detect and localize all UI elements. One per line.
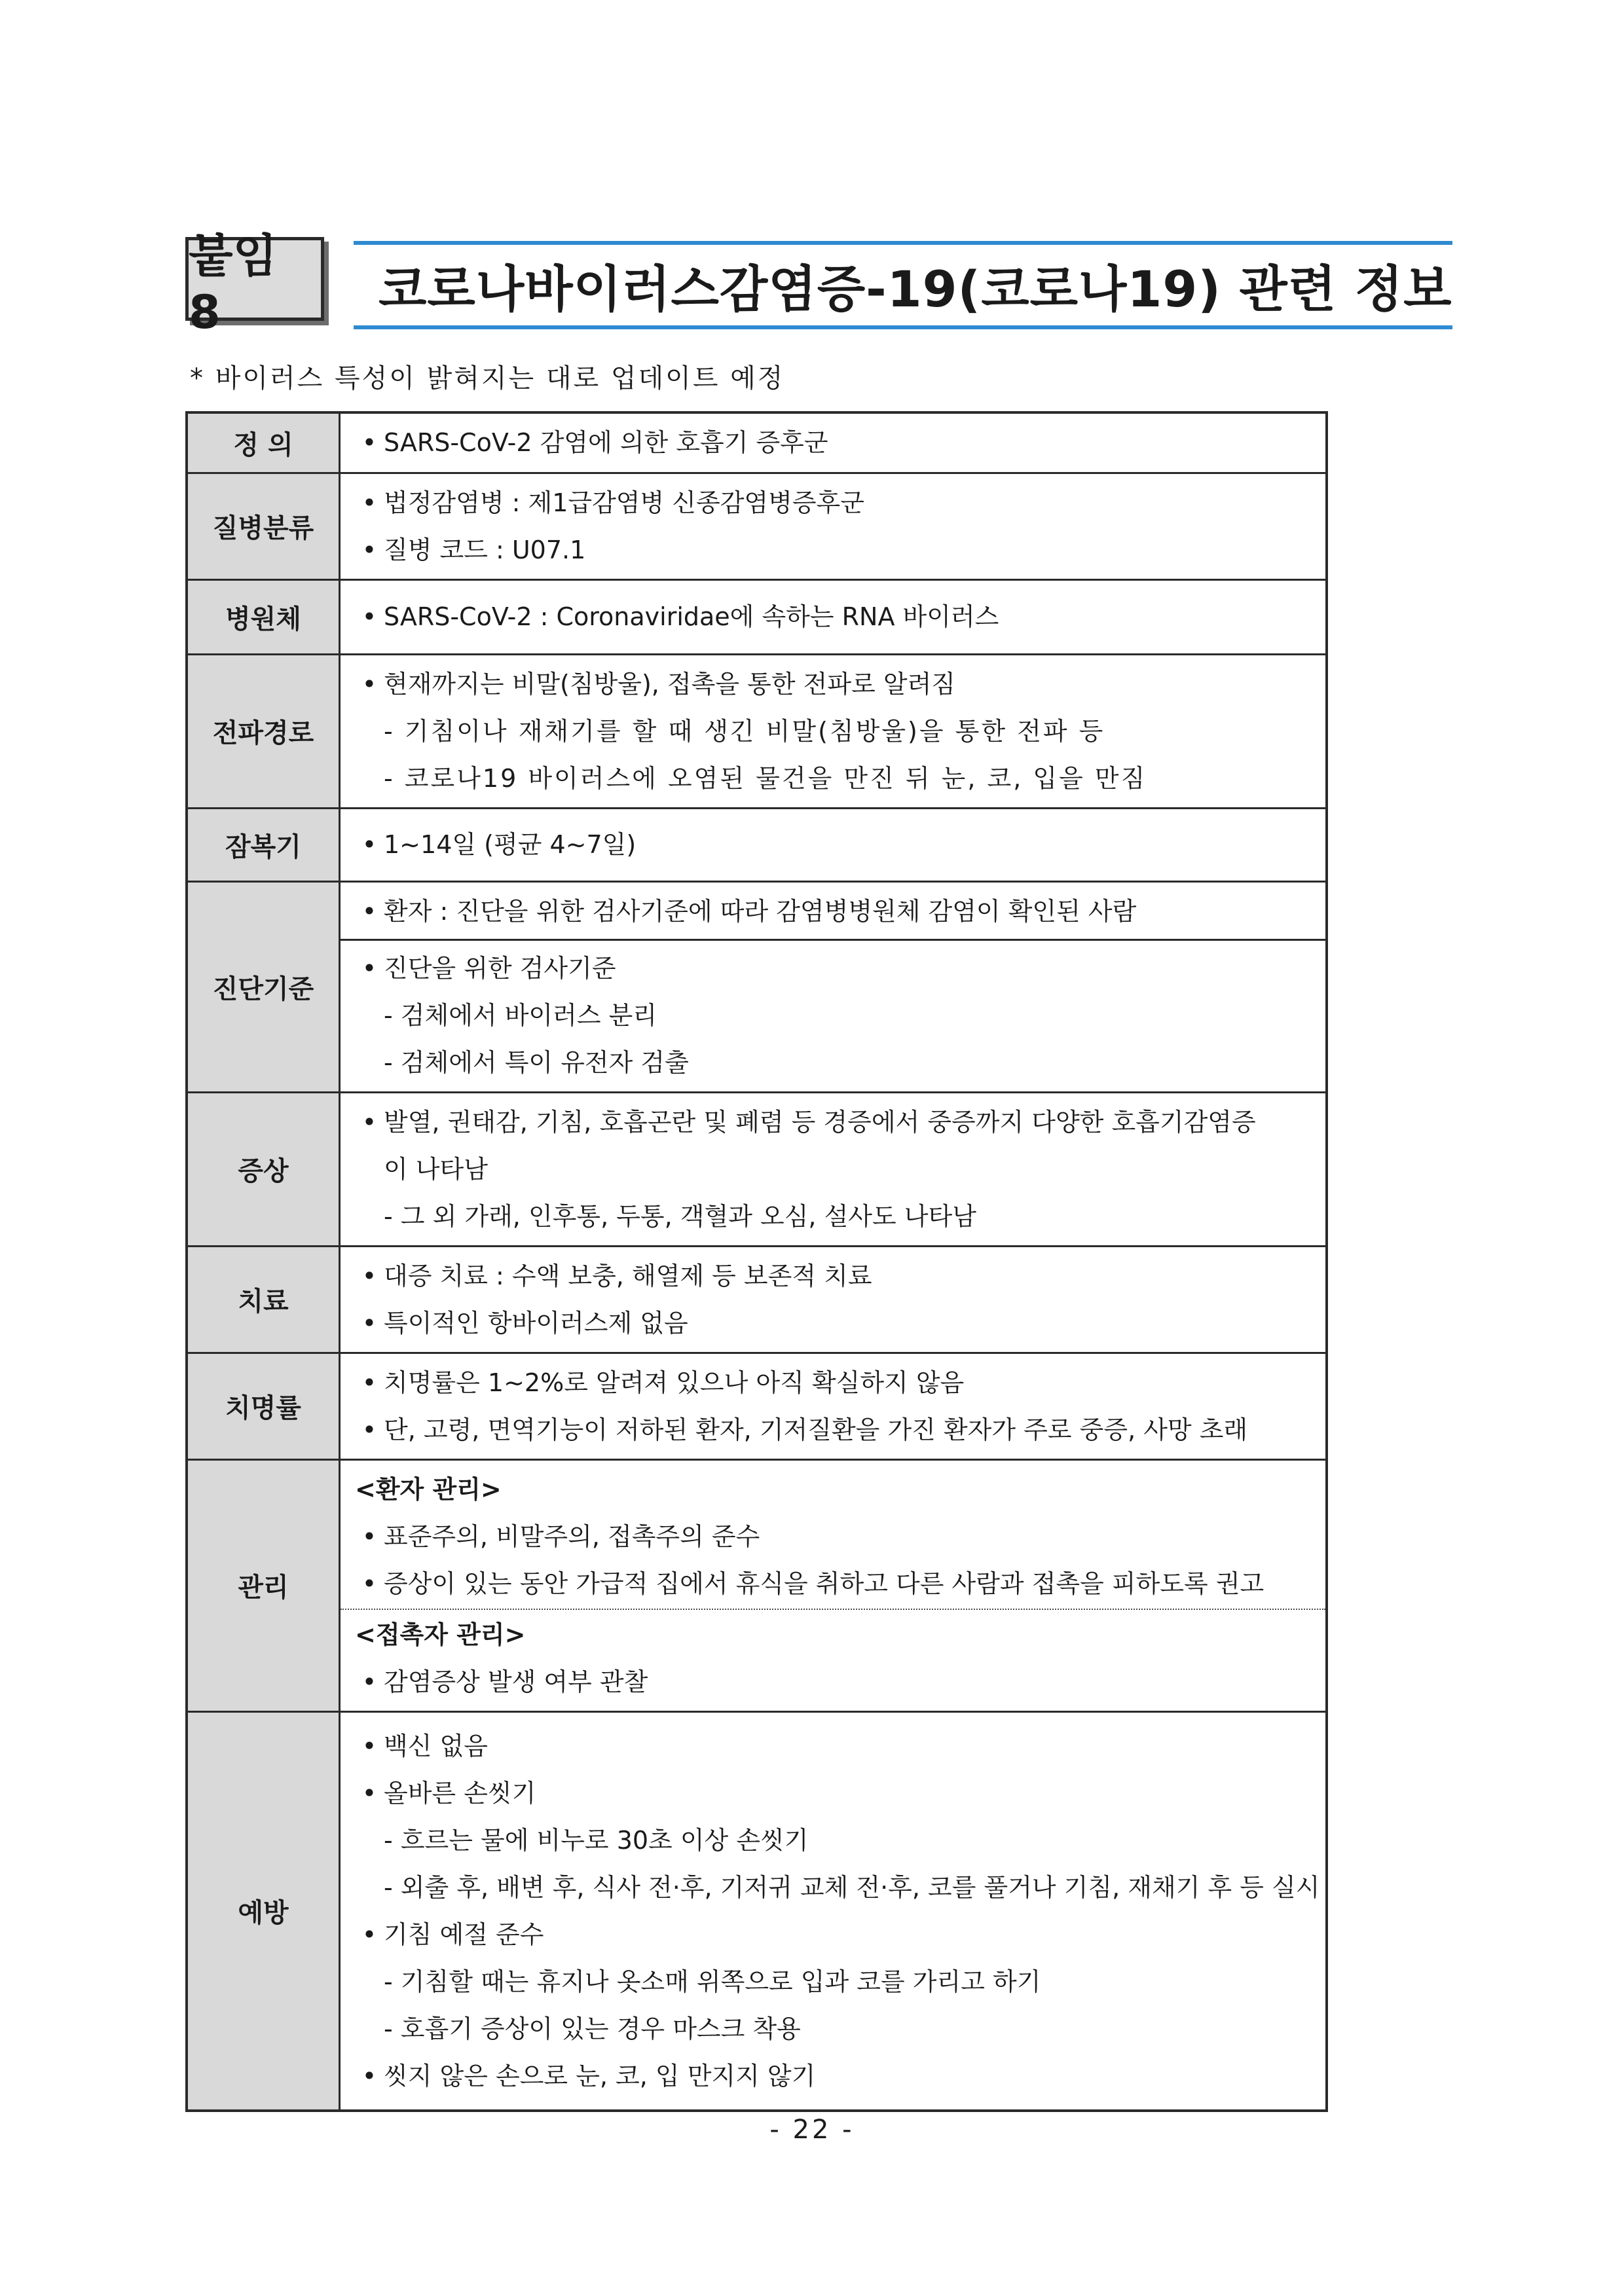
fatality-line-1: • 치명률은 1~2%로 알려져 있으나 아직 확실하지 않음 bbox=[355, 1359, 1314, 1406]
update-note: * 바이러스 특성이 밝혀지는 대로 업데이트 예정 bbox=[190, 363, 785, 393]
prevention-line-5: • 기침 예절 준수 bbox=[355, 1911, 1314, 1958]
symptoms-line-1: • 발열, 권태감, 기침, 호흡곤란 및 폐렴 등 경증에서 중증까지 다양한 호흡기감염증 bbox=[355, 1099, 1314, 1146]
row-classification bbox=[187, 473, 1327, 579]
transmission-line-2: - 기침이나 재채기를 할 때 생긴 비말(침방울)을 통한 전파 등 bbox=[384, 716, 1105, 746]
page-title: 코로나바이러스감염증-19(코로나19) 관련 정보 bbox=[378, 260, 1452, 318]
prevention-line-2: • 올바른 손씻기 bbox=[355, 1770, 1314, 1817]
transmission-line-1: • 현재까지는 비말(침방울), 접촉을 통한 전파로 알려짐 bbox=[355, 661, 1314, 708]
content-pathogen bbox=[340, 579, 1327, 654]
page-title-bar bbox=[354, 241, 1452, 329]
management-line-1: • 표준주의, 비말주의, 접촉주의 준수 bbox=[355, 1513, 1314, 1560]
label-pathogen: 병원체 bbox=[187, 579, 340, 654]
content-incubation bbox=[340, 808, 1327, 881]
transmission-line-3: - 코로나19 바이러스에 오염된 물건을 만진 뒤 눈, 코, 입을 만짐 bbox=[384, 763, 1147, 793]
pathogen-line-1: • SARS-CoV-2 : Coronaviridae에 속하는 RNA 바이러스 bbox=[355, 593, 1314, 640]
prevention-line-8: • 씻지 않은 손으로 눈, 코, 입 만지지 않기 bbox=[355, 2052, 1314, 2100]
content-diagnosis bbox=[340, 881, 1327, 1092]
label-definition: 정 의 bbox=[187, 412, 340, 473]
treatment-line-1: • 대증 치료 : 수액 보충, 해열제 등 보존적 치료 bbox=[355, 1252, 1314, 1300]
label-symptoms: 증상 bbox=[187, 1092, 340, 1246]
management-line-3: • 감염증상 발생 여부 관찰 bbox=[355, 1658, 1314, 1705]
management-divider bbox=[341, 1609, 1325, 1610]
row-definition bbox=[187, 412, 1327, 473]
diagnosis-line-2: • 진단을 위한 검사기준 bbox=[355, 945, 1314, 992]
classification-line-2: • 질병 코드 : U07.1 bbox=[355, 526, 1314, 574]
attachment-badge bbox=[185, 228, 324, 339]
row-transmission bbox=[187, 654, 1327, 808]
label-management: 관리 bbox=[187, 1459, 340, 1711]
diagnosis-line-4: - 검체에서 특이 유전자 검출 bbox=[384, 1048, 689, 1077]
row-prevention bbox=[187, 1711, 1327, 2111]
row-symptoms bbox=[187, 1092, 1327, 1246]
symptoms-line-2: 이 나타남 bbox=[384, 1154, 488, 1184]
row-pathogen bbox=[187, 579, 1327, 654]
label-classification: 질병분류 bbox=[187, 473, 340, 579]
fatality-line-2: • 단, 고령, 면역기능이 저하된 환자, 기저질환을 가진 환자가 주로 중증, 사망 초래 bbox=[355, 1406, 1314, 1453]
prevention-line-6: - 기침할 때는 휴지나 옷소매 위쪽으로 입과 코를 가리고 하기 bbox=[384, 1967, 1041, 1996]
classification-line-1: • 법정감염병 : 제1급감염병 신종감염병증후군 bbox=[355, 479, 1314, 526]
row-diagnosis bbox=[187, 881, 1327, 1092]
content-prevention bbox=[340, 1711, 1327, 2111]
prevention-line-4: - 외출 후, 배변 후, 식사 전·후, 기저귀 교체 전·후, 코를 풀거나 기침, 재채기 후 등 실시 bbox=[384, 1872, 1320, 1902]
row-incubation bbox=[187, 808, 1327, 881]
incubation-line-1: • 1~14일 (평균 4~7일) bbox=[355, 821, 1314, 868]
management-patient-heading: <환자 관리> bbox=[355, 1474, 502, 1504]
label-prevention: 예방 bbox=[187, 1711, 340, 2111]
treatment-line-2: • 특이적인 항바이러스제 없음 bbox=[355, 1300, 1314, 1347]
covid-info-table bbox=[185, 411, 1328, 2112]
diagnosis-line-1: • 환자 : 진단을 위한 검사기준에 따라 감염병병원체 감염이 확인된 사람 bbox=[355, 888, 1314, 935]
prevention-line-7: - 호흡기 증상이 있는 경우 마스크 착용 bbox=[384, 2014, 801, 2043]
label-diagnosis: 진단기준 bbox=[187, 881, 340, 1092]
label-transmission: 전파경로 bbox=[187, 654, 340, 808]
content-definition bbox=[340, 412, 1327, 473]
content-classification bbox=[340, 473, 1327, 579]
page-number: - 22 - bbox=[769, 2115, 855, 2145]
diagnosis-divider bbox=[341, 939, 1325, 941]
diagnosis-line-3: - 검체에서 바이러스 분리 bbox=[384, 1000, 657, 1030]
definition-line-1: • SARS-CoV-2 감염에 의한 호흡기 증후군 bbox=[355, 419, 1314, 466]
content-transmission bbox=[340, 654, 1327, 808]
content-symptoms bbox=[340, 1092, 1327, 1246]
content-management bbox=[340, 1459, 1327, 1711]
management-line-2: • 증상이 있는 동안 가급적 집에서 휴식을 취하고 다른 사람과 접촉을 피하도록 권고 bbox=[355, 1560, 1314, 1607]
content-treatment bbox=[340, 1246, 1327, 1353]
label-fatality: 치명률 bbox=[187, 1353, 340, 1459]
prevention-line-3: - 흐르는 물에 비누로 30초 이상 손씻기 bbox=[384, 1825, 809, 1855]
management-contact-heading: <접촉자 관리> bbox=[355, 1620, 526, 1649]
row-management bbox=[187, 1459, 1327, 1711]
symptoms-line-3: - 그 외 가래, 인후통, 두통, 객혈과 오심, 설사도 나타남 bbox=[384, 1201, 976, 1231]
prevention-line-1: • 백신 없음 bbox=[355, 1722, 1314, 1770]
attachment-badge-label: 붙임 8 bbox=[189, 228, 278, 339]
content-fatality bbox=[340, 1353, 1327, 1459]
label-treatment: 치료 bbox=[187, 1246, 340, 1353]
row-treatment bbox=[187, 1246, 1327, 1353]
label-incubation: 잠복기 bbox=[187, 808, 340, 881]
row-fatality bbox=[187, 1353, 1327, 1459]
